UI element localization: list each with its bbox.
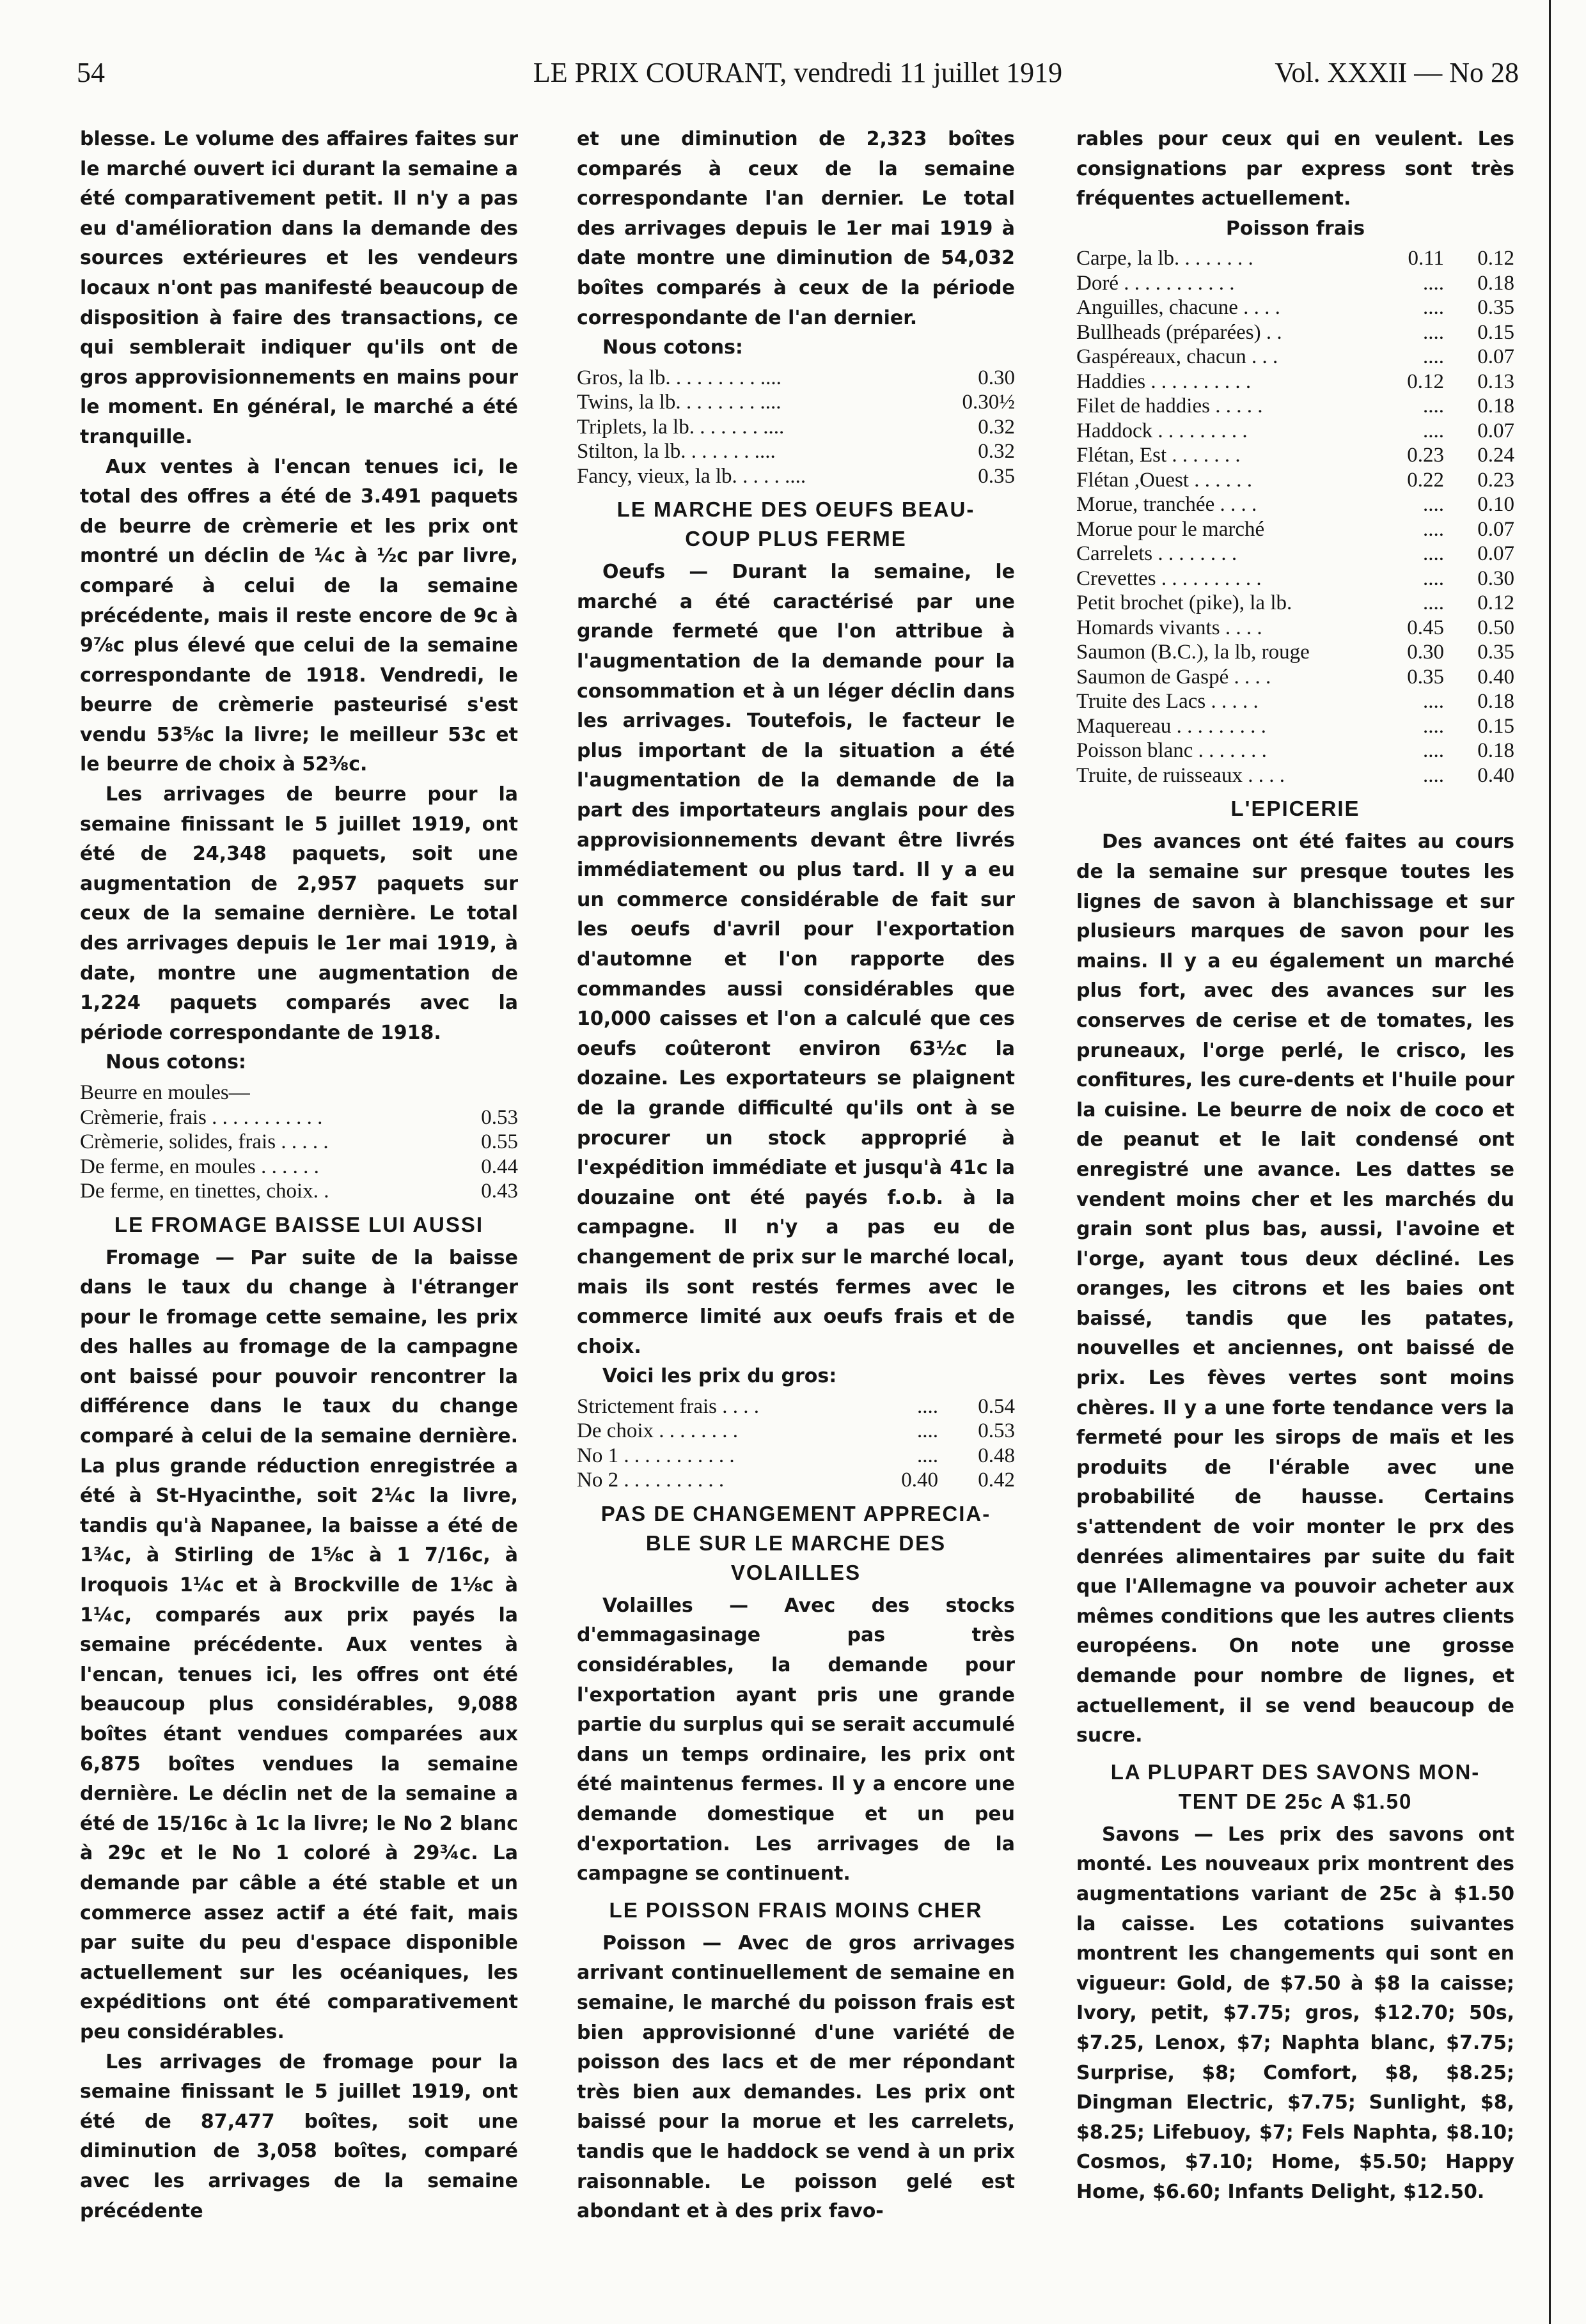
item-name: Fancy, vieux, la lb. . . . . .... bbox=[577, 464, 806, 488]
item-name: Strictement frais . . . . bbox=[577, 1394, 760, 1418]
item-price-high: 0.18 bbox=[1477, 739, 1514, 763]
item-price-high: 0.12 bbox=[1477, 591, 1514, 615]
item-name: Crevettes . . . . . . . . . . bbox=[1076, 566, 1262, 590]
item-price-low: .... bbox=[1423, 566, 1444, 590]
item-name: De choix . . . . . . . . bbox=[577, 1419, 739, 1443]
item-name: Haddies . . . . . . . . . . bbox=[1076, 370, 1252, 393]
item-price-low: 0.22 bbox=[1407, 468, 1444, 492]
column-3 bbox=[1076, 125, 1514, 2295]
item-price-low: .... bbox=[1423, 714, 1444, 738]
item-price-low: 0.11 bbox=[1408, 247, 1444, 270]
item-name: De ferme, en moules . . . . . . bbox=[80, 1155, 319, 1178]
item-price-high: 0.07 bbox=[1477, 542, 1514, 566]
item-name: Flétan, Est . . . . . . . bbox=[1076, 444, 1241, 467]
item-price: 0.32 bbox=[978, 415, 1015, 439]
item-name: Carpe, la lb. . . . . . . . bbox=[1076, 247, 1253, 270]
item-price-high: 0.40 bbox=[1477, 665, 1514, 689]
item-price-high: 0.15 bbox=[1477, 320, 1514, 344]
paragraph: et une diminution de 2,323 boîtes comparés à ceux de la semaine correspondante l'an dernier. Le total des arrivages depuis le 1er mai 1919 à date montre une diminution de 54,032 boîtes comparés à ceux de la période correspondante de l'an dernier. bbox=[577, 128, 1015, 329]
table-row bbox=[1076, 542, 1514, 566]
table-row bbox=[577, 415, 1015, 440]
item-name: Filet de haddies . . . . . bbox=[1076, 394, 1263, 418]
table-row bbox=[1076, 492, 1514, 517]
section-heading: LE FROMAGE BAISSE LUI AUSSI bbox=[114, 1212, 484, 1236]
section-heading-line: VOLAILLES bbox=[730, 1560, 861, 1584]
item-name: Crèmerie, frais . . . . . . . . . . . bbox=[80, 1105, 323, 1129]
item-price-high: 0.48 bbox=[978, 1444, 1015, 1467]
table-row bbox=[1076, 591, 1514, 616]
table-row bbox=[1076, 665, 1514, 690]
item-name: Truite des Lacs . . . . . bbox=[1076, 690, 1259, 714]
item-price-high: 0.35 bbox=[1477, 296, 1514, 320]
item-name: Carrelets . . . . . . . . bbox=[1076, 542, 1237, 566]
item-price-high: 0.42 bbox=[978, 1469, 1015, 1492]
item-price-low: 0.35 bbox=[1407, 665, 1444, 689]
paragraph: Aux ventes à l'encan tenues ici, le total des offres a été de 3.491 paquets de beurre de crèmerie et les prix ont montré un déclin de ¼c à ½c par livre, comparé à celui de la semaine précédente, mais il reste encore de 9c à 9⅞c plus élevé que celui de la semaine correspondante de 1918. Vendredi, le beurre de crèmerie pasteurisé s'est vendu 53⅝c la livre; le meilleur 53c et le beurre de choix à 52⅜c. bbox=[80, 455, 518, 776]
item-price-high: 0.18 bbox=[1477, 690, 1514, 714]
item-price-low: .... bbox=[1423, 345, 1444, 369]
paragraph: Poisson — Avec de gros arrivages arrivant continuellement de semaine en semaine, le marché du poisson frais est bien approvisionné d'une variété de poisson des lacs et de mer répondant très bien aux demandes. Les prix ont baissé pour la morue et les carrelets, tandis que le haddock se vend à un prix raisonnable. Le poisson gelé est abondant et à des prix favo- bbox=[577, 1931, 1015, 2223]
table-row bbox=[80, 1105, 518, 1130]
journal-title: LE PRIX COURANT, vendredi 11 juillet 1919 bbox=[533, 57, 1063, 88]
section-heading bbox=[577, 1499, 1015, 1587]
fish-price-table bbox=[1076, 246, 1514, 788]
item-name: Gros, la lb. . . . . . . . . .... bbox=[577, 366, 781, 389]
item-price-high: 0.13 bbox=[1477, 370, 1514, 393]
item-name: No 2 . . . . . . . . . . bbox=[577, 1469, 725, 1492]
table-row bbox=[1076, 443, 1514, 468]
paragraph: Les arrivages de fromage pour la semaine finissant le 5 juillet 1919, ont été de 87,477 boîtes, soit une diminution de 3,058 boîtes, comparé avec les arrivages de la semaine précédente bbox=[80, 2050, 518, 2222]
item-price-low: .... bbox=[1423, 394, 1444, 418]
prices-intro: Voici les prix du gros: bbox=[602, 1365, 837, 1388]
volume-number: Vol. XXXII — No 28 bbox=[1275, 57, 1519, 88]
egg-price-table bbox=[577, 1394, 1015, 1493]
table-row bbox=[1076, 419, 1514, 444]
item-price-high: 0.18 bbox=[1477, 271, 1514, 295]
paragraph: Fromage — Par suite de la baisse dans le taux du change à l'étranger pour le fromage cette semaine, les prix des halles au fromage de la campagne ont baissé pour pouvoir rencontrer la différence dans le taux du change comparé à celui de la semaine dernière. La plus grande réduction enregistrée a été à St-Hyacinthe, soit 2¼c la livre, tandis qu'à Napanee, la baisse a été de 1¾c, à Stirling de 1⅝c à 1 7/16c, à Iroquois 1¼c et à Brockville de 1⅛c à 1¼c, comparés aux prix payés la semaine précédente. Aux ventes à l'encan, tenues ici, les offres ont été beaucoup plus considérables, 9,088 boîtes étant vendues comparées aux 6,875 boîtes vendues la semaine dernière. Le déclin net de la semaine a été de 15/16c à 1c la livre; le No 2 blanc à 29c et le No 1 coloré à 29¾c. La demande par câble a été stable et un commerce assez actif a été fait, mais par suite du peu d'espace disponible actuellement sur les océaniques, les expéditions ont été comparativement peu considérables. bbox=[80, 1246, 518, 2043]
item-name: Bullheads (préparées) . . bbox=[1076, 320, 1282, 344]
item-price-high: 0.50 bbox=[1477, 616, 1514, 639]
table-row bbox=[1076, 345, 1514, 370]
item-price-low: .... bbox=[1423, 493, 1444, 517]
table-row bbox=[1076, 468, 1514, 493]
table-row bbox=[577, 1444, 1015, 1469]
item-name: Morue, tranchée . . . . bbox=[1076, 493, 1257, 517]
item-price: 0.35 bbox=[978, 464, 1015, 488]
item-price-low: 0.30 bbox=[1407, 641, 1444, 664]
item-name: Flétan ,Ouest . . . . . . bbox=[1076, 468, 1252, 492]
item-name: Petit brochet (pike), la lb. bbox=[1076, 591, 1292, 615]
table-row bbox=[1076, 394, 1514, 419]
item-price-low: .... bbox=[1423, 763, 1444, 787]
item-price-low: 0.40 bbox=[901, 1469, 938, 1492]
item-name: Gaspéreaux, chacun . . . bbox=[1076, 345, 1278, 369]
page-header bbox=[77, 56, 1519, 101]
item-name: Saumon de Gaspé . . . . bbox=[1076, 665, 1271, 689]
table-row bbox=[80, 1080, 518, 1105]
item-price-low: 0.12 bbox=[1407, 370, 1444, 393]
item-price-low: .... bbox=[917, 1394, 938, 1418]
item-name: Haddock . . . . . . . . . bbox=[1076, 419, 1248, 442]
paragraph: Les arrivages de beurre pour la semaine finissant le 5 juillet 1919, ont été de 24,348 paquets, soit une augmentation de 2,957 paquets sur ceux de la semaine dernière. Le total des arrivages depuis le 1er mai 1919, à date, montre une augmentation de 1,224 paquets comparés avec la période correspondante de 1918. bbox=[80, 783, 518, 1044]
table-row bbox=[80, 1155, 518, 1180]
item-name: Doré . . . . . . . . . . . bbox=[1076, 271, 1235, 295]
page-edge-line bbox=[1549, 0, 1551, 2324]
item-price-low: .... bbox=[917, 1419, 938, 1443]
section-heading-line: COUP PLUS FERME bbox=[685, 527, 907, 551]
item-price-high: 0.15 bbox=[1477, 714, 1514, 738]
section-heading bbox=[1076, 1758, 1514, 1816]
item-price-low: .... bbox=[1423, 320, 1444, 344]
table-row bbox=[1076, 714, 1514, 739]
table-row bbox=[577, 1394, 1015, 1419]
table-subheading: Beurre en moules— bbox=[80, 1081, 250, 1104]
table-row bbox=[577, 1468, 1015, 1493]
item-price-high: 0.18 bbox=[1477, 394, 1514, 418]
item-price-low: .... bbox=[1423, 517, 1444, 541]
item-price-low: 0.45 bbox=[1407, 616, 1444, 639]
table-row bbox=[1076, 640, 1514, 665]
item-name: Anguilles, chacune . . . . bbox=[1076, 296, 1280, 320]
item-price-low: .... bbox=[1423, 542, 1444, 566]
item-name: Poisson blanc . . . . . . . bbox=[1076, 739, 1267, 763]
cheese-price-table bbox=[577, 366, 1015, 489]
item-price: 0.30½ bbox=[962, 391, 1015, 414]
table-row bbox=[1076, 295, 1514, 320]
item-name: Stilton, la lb. . . . . . . .... bbox=[577, 440, 776, 464]
item-name: Maquereau . . . . . . . . . bbox=[1076, 714, 1266, 738]
section-heading bbox=[577, 495, 1015, 554]
item-price-high: 0.54 bbox=[978, 1394, 1015, 1418]
paragraph: Savons — Les prix des savons ont monté. Les nouveaux prix montrent des augmentations variant de 25c à $1.50 la caisse. Les cotations suivantes montrent les changements qui sont en vigueur: Gold, de $7.50 à $8 la caisse; Ivory, petit, $7.75; gros, $12.70; 50s, $7.25, Lenox, $7; Naphta blanc, $7.75; Surprise, $8; Comfort, $8, $8.25; Dingman Electric, $7.75; Sunlight, $8, $8.25; Lifebuoy, $7; Fels Naphta, $8.10; Cosmos, $7.10; Home, $5.50; Happy Home, $6.60; Infants Delight, $12.50. bbox=[1076, 1823, 1514, 2203]
item-price-high: 0.07 bbox=[1477, 345, 1514, 369]
item-name: No 1 . . . . . . . . . . . bbox=[577, 1444, 735, 1467]
item-price: 0.53 bbox=[481, 1105, 518, 1129]
column-2 bbox=[577, 125, 1015, 2295]
table-heading: Poisson frais bbox=[1225, 217, 1365, 240]
paragraph: Oeufs — Durant la semaine, le marché a été caractérisé par une grande fermeté que l'on attribue à l'augmentation de la demande pour la consommation et à un léger déclin dans les arrivages. Toutefois, le facteur le plus important de la situation a été l'augmentation de la demande de la part des importateurs anglais pour des approvisionnements devant être livrés immédiatement ou plus tard. Il y a eu un commerce considérable de fait sur les oeufs d'avril pour l'exportation d'automne et l'on rapporte des commandes aussi considérables que 10,000 caisses et l'on a calculé que ces oeufs coûteront environ 63½c la dozaine. Les exportateurs se plaignent de la grande difficulté qu'ils ont à se procurer un stock approprié à l'expédition immédiate et jusqu'à 41c la douzaine ont été payés f.o.b. à la campagne. Il n'y a pas eu de changement de prix sur le marché local, mais ils sont restés fermes avec le commerce limité aux oeufs frais et de choix. bbox=[577, 561, 1015, 1358]
item-name: Truite, de ruisseaux . . . . bbox=[1076, 763, 1285, 787]
section-heading: LE POISSON FRAIS MOINS CHER bbox=[609, 1898, 983, 1922]
table-row bbox=[80, 1130, 518, 1155]
item-name: Twins, la lb. . . . . . . . .... bbox=[577, 391, 781, 414]
prices-intro: Nous cotons: bbox=[602, 336, 743, 359]
table-row bbox=[1076, 271, 1514, 296]
table-row bbox=[577, 366, 1015, 391]
item-name: Saumon (B.C.), la lb, rouge bbox=[1076, 641, 1310, 664]
item-price-low: 0.23 bbox=[1407, 444, 1444, 467]
item-price-low: .... bbox=[1423, 690, 1444, 714]
item-name: Triplets, la lb. . . . . . . .... bbox=[577, 415, 785, 439]
item-price-low: .... bbox=[917, 1444, 938, 1467]
item-price-high: 0.23 bbox=[1477, 468, 1514, 492]
item-price-high: 0.30 bbox=[1477, 566, 1514, 590]
item-price: 0.43 bbox=[481, 1180, 518, 1203]
item-price: 0.30 bbox=[978, 366, 1015, 389]
prices-intro: Nous cotons: bbox=[106, 1051, 246, 1074]
section-heading: L'EPICERIE bbox=[1230, 797, 1360, 821]
item-price-high: 0.07 bbox=[1477, 419, 1514, 442]
item-name: Crèmerie, solides, frais . . . . . bbox=[80, 1130, 329, 1153]
item-price-high: 0.40 bbox=[1477, 763, 1514, 787]
table-row bbox=[1076, 320, 1514, 345]
paragraph: Des avances ont été faites au cours de la semaine sur presque toutes les lignes de savon à blanchissage et sur plusieurs marques de savon pour les mains. Il y a eu également un marché plus fort, avec des avances sur les conserves de cerise et de tomates, les pruneaux, l'orge perlé, le crisco, les confitures, les cure-dents et l'huile pour la cuisine. Le beurre de noix de coco et de peanut et le lait condensé ont enregistré une avance. Les dattes se vendent moins cher et les marchés du grain sont plus bas, aussi, l'avoine et l'orge, ayant tous deux décliné. Les oranges, les citrons et les baies ont baissé, tandis que les patates, nouvelles et anciennes, ont baissé de prix. Les fèves vertes sont moins chères. Il y a une forte tendance vers la fermeté pour les sirops de maïs et les produits de l'érable avec une probabilité de hausse. Certains s'attendent de voir monter le prx des denrées alimentaires par suite du fait que l'Allemagne va pouvoir acheter aux mêmes conditions que les autres clients européens. On note une grosse demande pour nombre de lignes, et actuellement, il se vend beaucoup de sucre. bbox=[1076, 831, 1514, 1747]
item-price-high: 0.24 bbox=[1477, 444, 1514, 467]
item-price-high: 0.12 bbox=[1477, 247, 1514, 270]
item-name: Morue pour le marché bbox=[1076, 517, 1265, 541]
butter-price-table bbox=[80, 1080, 518, 1204]
item-price: 0.44 bbox=[481, 1155, 518, 1178]
table-row bbox=[1076, 763, 1514, 788]
table-row bbox=[1076, 689, 1514, 714]
item-name: De ferme, en tinettes, choix. . bbox=[80, 1180, 329, 1203]
table-row bbox=[1076, 246, 1514, 271]
paragraph: Volailles — Avec des stocks d'emmagasinage pas très considérables, la demande pour l'exportation ayant pris une grande partie du surplus qui se serait accumulé dans un temps ordinaire, les prix ont été maintenus fermes. Il y a encore une demande domestique et un peu d'exportation. Les arrivages de la campagne se continuent. bbox=[577, 1594, 1015, 1885]
paragraph: rables pour ceux qui en veulent. Les consignations par express sont très fréquentes actuellement. bbox=[1076, 128, 1514, 210]
table-row bbox=[1076, 370, 1514, 394]
paragraph: blesse. Le volume des affaires faites sur le marché ouvert ici durant la semaine a été comparativement petit. Il n'y a pas eu d'amélioration dans la demande des sources extérieures et les vendeurs locaux n'ont pas manifesté beaucoup de disposition à faire des transactions, ce qui semblerait indiquer qu'ils ont de gros approvisionnements en mains pour le moment. En général, le marché a été tranquille. bbox=[80, 128, 518, 448]
table-row bbox=[1076, 566, 1514, 591]
item-price-high: 0.07 bbox=[1477, 517, 1514, 541]
item-price-low: .... bbox=[1423, 739, 1444, 763]
item-price: 0.55 bbox=[481, 1130, 518, 1153]
table-row bbox=[577, 439, 1015, 464]
item-price-low: .... bbox=[1423, 271, 1444, 295]
item-price-low: .... bbox=[1423, 591, 1444, 615]
table-row bbox=[1076, 738, 1514, 763]
section-heading-line: LE MARCHE DES OEUFS BEAU- bbox=[616, 497, 975, 522]
item-name: Homards vivants . . . . bbox=[1076, 616, 1262, 639]
item-price-high: 0.35 bbox=[1477, 641, 1514, 664]
item-price: 0.32 bbox=[978, 440, 1015, 464]
item-price-low: .... bbox=[1423, 296, 1444, 320]
section-heading-line: PAS DE CHANGEMENT APPRECIA- bbox=[601, 1501, 991, 1525]
table-row bbox=[1076, 517, 1514, 542]
item-price-high: 0.10 bbox=[1477, 493, 1514, 517]
page-number: 54 bbox=[77, 57, 105, 88]
item-price-high: 0.53 bbox=[978, 1419, 1015, 1443]
table-row bbox=[80, 1179, 518, 1204]
section-heading-line: BLE SUR LE MARCHE DES bbox=[645, 1531, 946, 1555]
table-row bbox=[577, 1419, 1015, 1444]
table-row bbox=[577, 390, 1015, 415]
section-heading-line: LA PLUPART DES SAVONS MON- bbox=[1110, 1759, 1480, 1784]
table-row bbox=[1076, 616, 1514, 641]
item-price-low: .... bbox=[1423, 419, 1444, 442]
section-heading-line: TENT DE 25c A $1.50 bbox=[1178, 1789, 1413, 1813]
column-1 bbox=[80, 125, 518, 2295]
table-row bbox=[577, 464, 1015, 489]
